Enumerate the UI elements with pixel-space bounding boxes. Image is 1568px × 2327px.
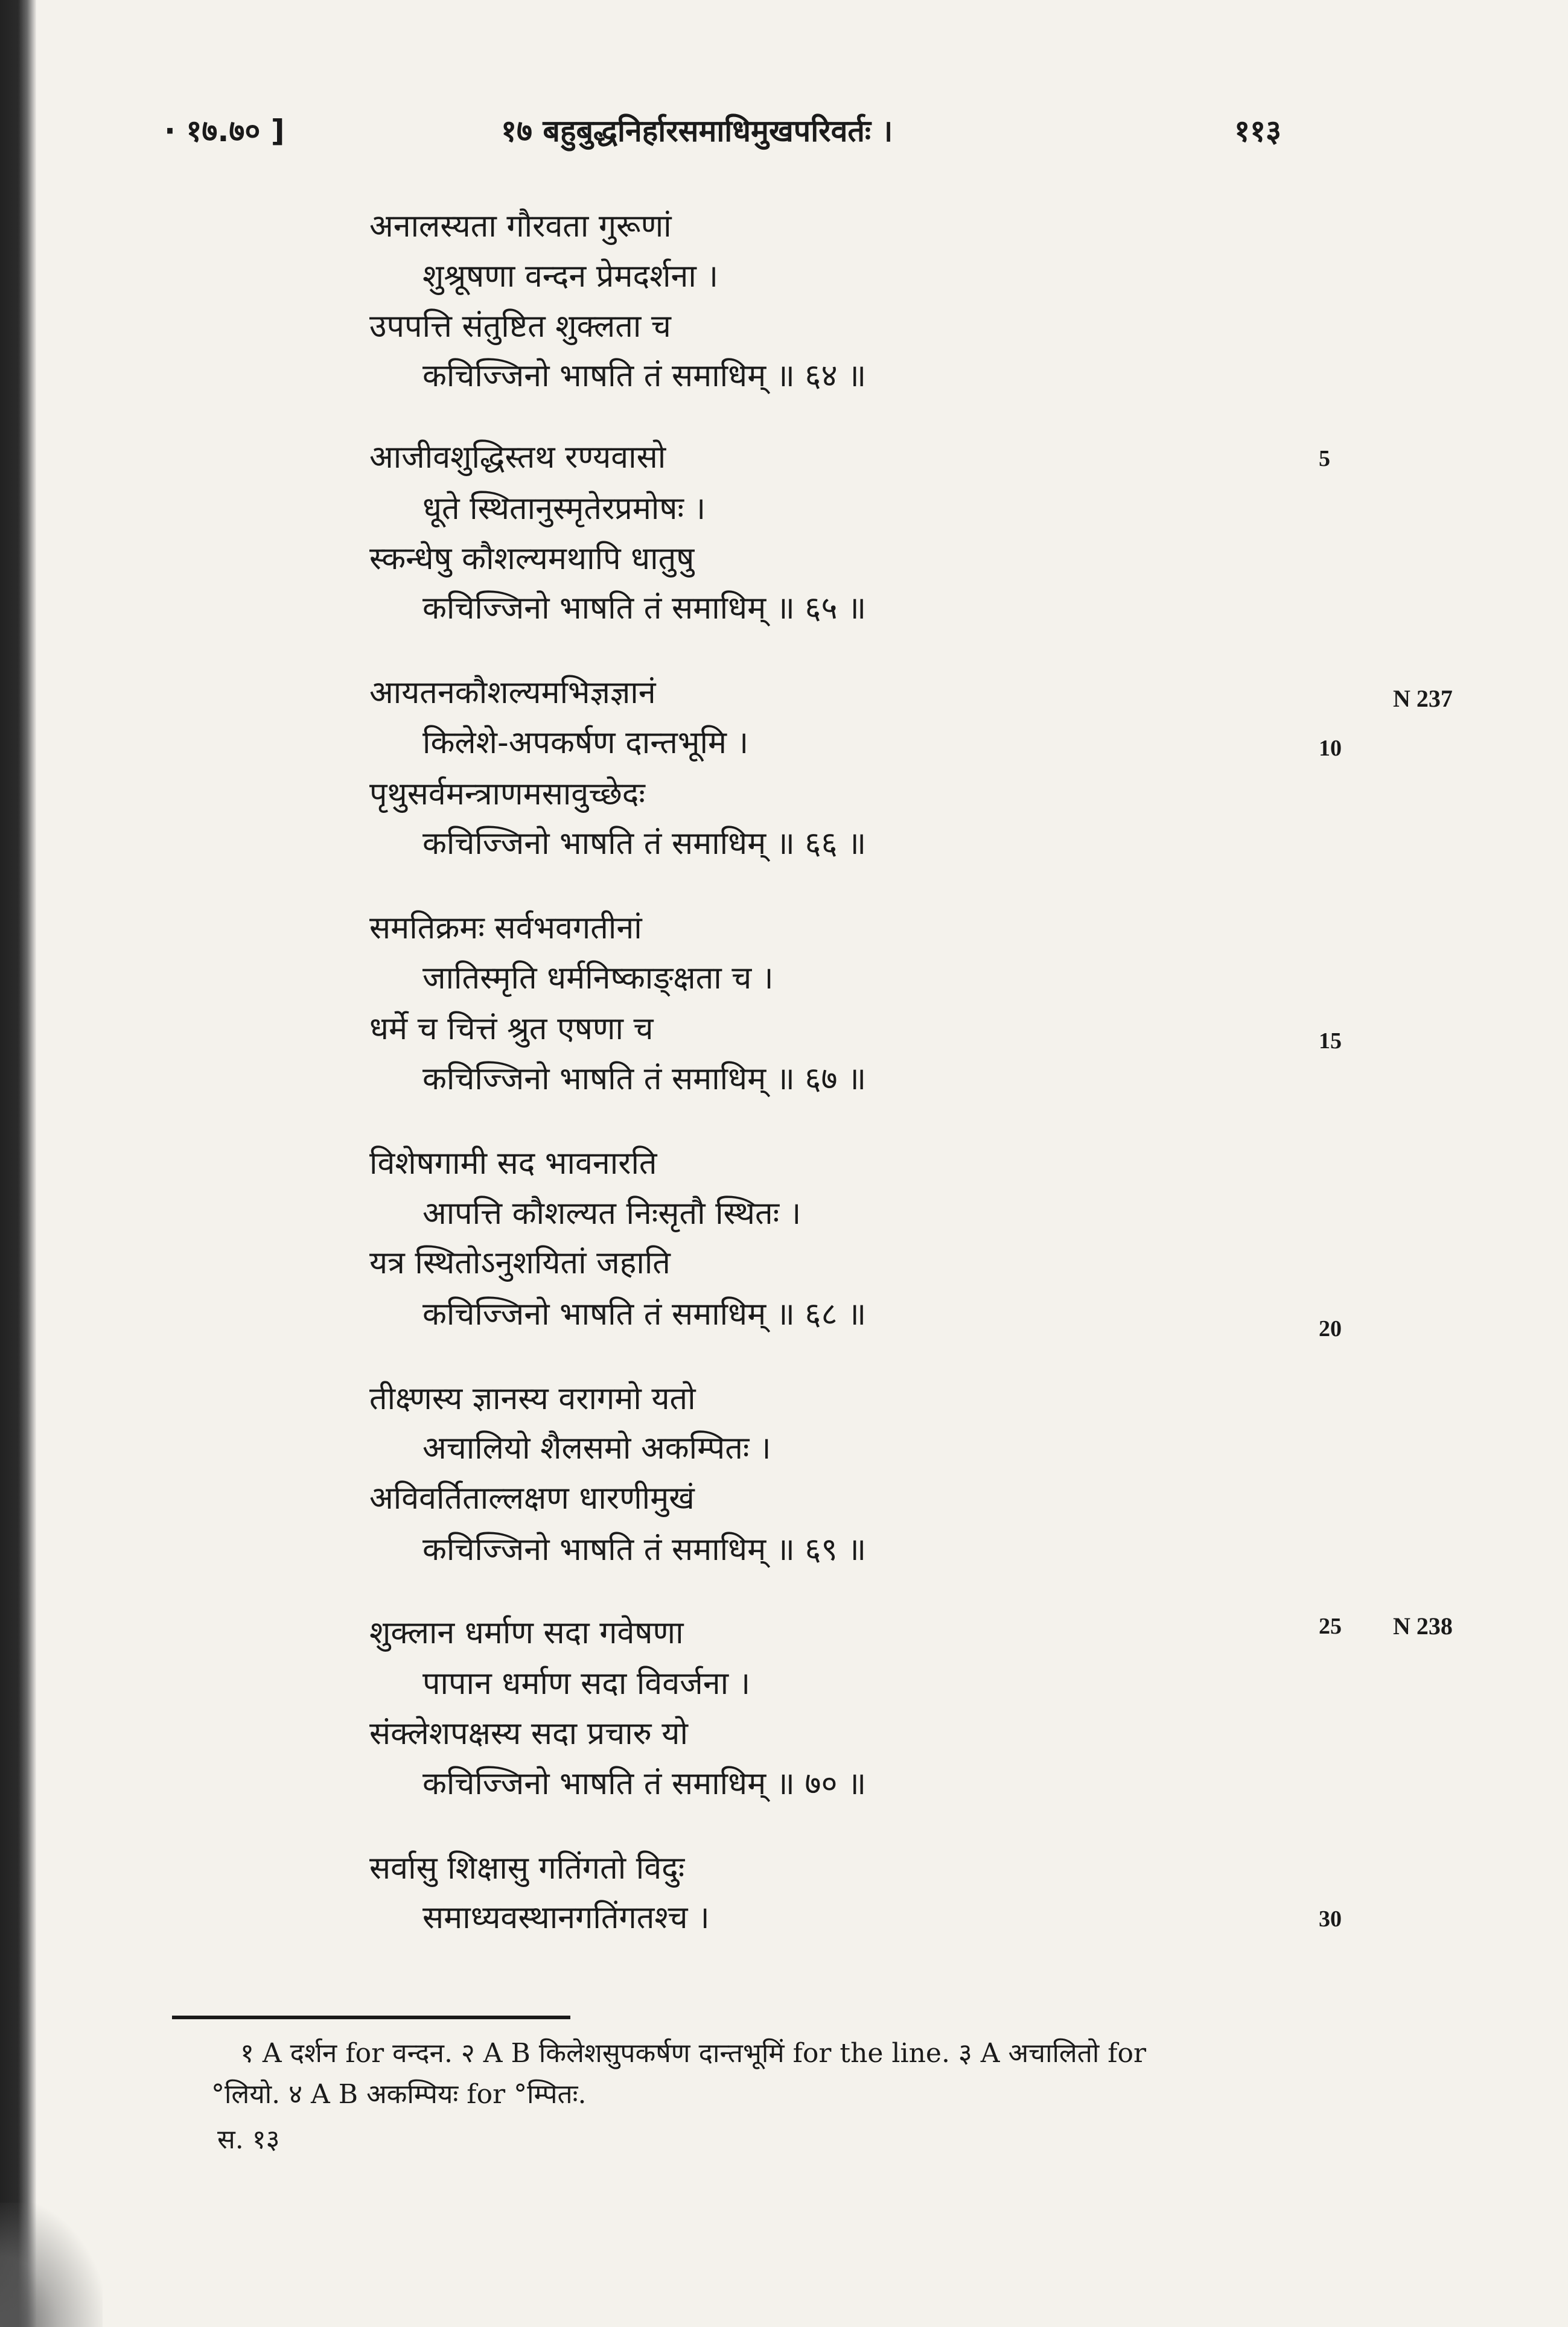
verse-line: आपत्ति कौशल्यत निःसृतौ स्थितः । (422, 1195, 802, 1232)
verse-line: कचिज्जिनो भाषति तं समाधिम् ॥ ६४ ॥ (422, 358, 867, 394)
margin-note: N 238 (1393, 1612, 1453, 1640)
verse-line: कचिज्जिनो भाषति तं समाधिम् ॥ ६९ ॥ (422, 1532, 867, 1568)
verse-line: समाध्यवस्थानगतिंगतश्च । (422, 1900, 710, 1936)
verse-line: अचालियो शैलसमो अकम्पितः । (422, 1430, 771, 1466)
line-number: 25 (1319, 1614, 1342, 1639)
line-number: 5 (1319, 446, 1330, 471)
verse-line: पापान धर्माण सदा विवर्जना । (422, 1666, 751, 1702)
verse-line: यत्र स्थितोऽनुशयितां जहाति (369, 1245, 671, 1281)
verse-line: अविवर्तिताल्लक्षण धारणीमुखं (369, 1480, 695, 1517)
verse-line: कचिज्जिनो भाषति तं समाधिम् ॥ ६६ ॥ (422, 826, 867, 862)
verse-line: धर्मे च चित्तं श्रुत एषणा च (369, 1011, 654, 1047)
verse-line: शुश्रूषणा वन्दन प्रेमदर्शना । (422, 258, 719, 294)
verse-line: कचिज्जिनो भाषति तं समाधिम् ॥ ६५ ॥ (422, 590, 867, 626)
verse-line: पृथुसर्वमन्त्राणमसावुच्छेदः (369, 776, 645, 812)
line-number: 15 (1319, 1028, 1342, 1054)
verse-line: विशेषगामी सद भावनारति (369, 1145, 657, 1182)
verse-line: उपपत्ति संतुष्टित शुक्लता च (369, 308, 671, 345)
verse-line: किलेशे-अपकर्षण दान्तभूमि । (422, 725, 749, 761)
verse-line: शुक्लान धर्माण सदा गवेषणा (369, 1615, 684, 1651)
margin-note: N 237 (1393, 685, 1453, 712)
verse-line: तीक्ष्णस्य ज्ञानस्य वरागमो यतो (369, 1381, 696, 1417)
line-number: 10 (1319, 736, 1342, 761)
verse-line: स्कन्धेषु कौशल्यमथापि धातुषु (369, 541, 695, 577)
line-number: 20 (1319, 1316, 1342, 1342)
verse-line: कचिज्जिनो भाषति तं समाधिम् ॥ ६८ ॥ (422, 1296, 867, 1332)
verse-line: जातिस्मृति धर्मनिष्काङ्क्षता च । (422, 960, 774, 996)
verse-line: धूते स्थितानुस्मृतेरप्रमोषः । (422, 491, 706, 527)
signature-mark: स. १३ (217, 2124, 280, 2155)
verse-line: आयतनकौशल्यमभिज्ञज्ञानं (369, 675, 656, 711)
footnote-line: °लियो. ४ A B अकम्पियः for °म्पितः. (211, 2079, 587, 2110)
header-chapter-title: १७ बहुबुद्धनिर्हारसमाधिमुखपरिवर्तः । (501, 113, 893, 148)
verse-line: आजीवशुद्धिस्तथ रण्यवासो (369, 439, 666, 476)
footnote-rule (172, 2016, 570, 2019)
verse-line: कचिज्जिनो भाषति तं समाधिम् ॥ ६७ ॥ (422, 1061, 867, 1097)
header-section-ref: · १७.७० ] (164, 113, 285, 148)
header-page-number: ११३ (1234, 113, 1281, 148)
line-number: 30 (1319, 1906, 1342, 1932)
verse-line: सर्वासु शिक्षासु गतिंगतो विदुः (369, 1850, 685, 1886)
verse-line: अनालस्यता गौरवता गुरूणां (369, 208, 672, 244)
verse-line: समतिक्रमः सर्वभवगतीनां (369, 910, 642, 946)
verse-line: संक्लेशपक्षस्य सदा प्रचारु यो (369, 1716, 688, 1752)
footnote-line: १ A दर्शन for वन्दन. २ A B किलेशसुपकर्षण दान्तभूमिं for the line. ३ A अचालितो for (240, 2038, 1147, 2069)
verse-line: कचिज्जिनो भाषति तं समाधिम् ॥ ७० ॥ (422, 1766, 867, 1802)
